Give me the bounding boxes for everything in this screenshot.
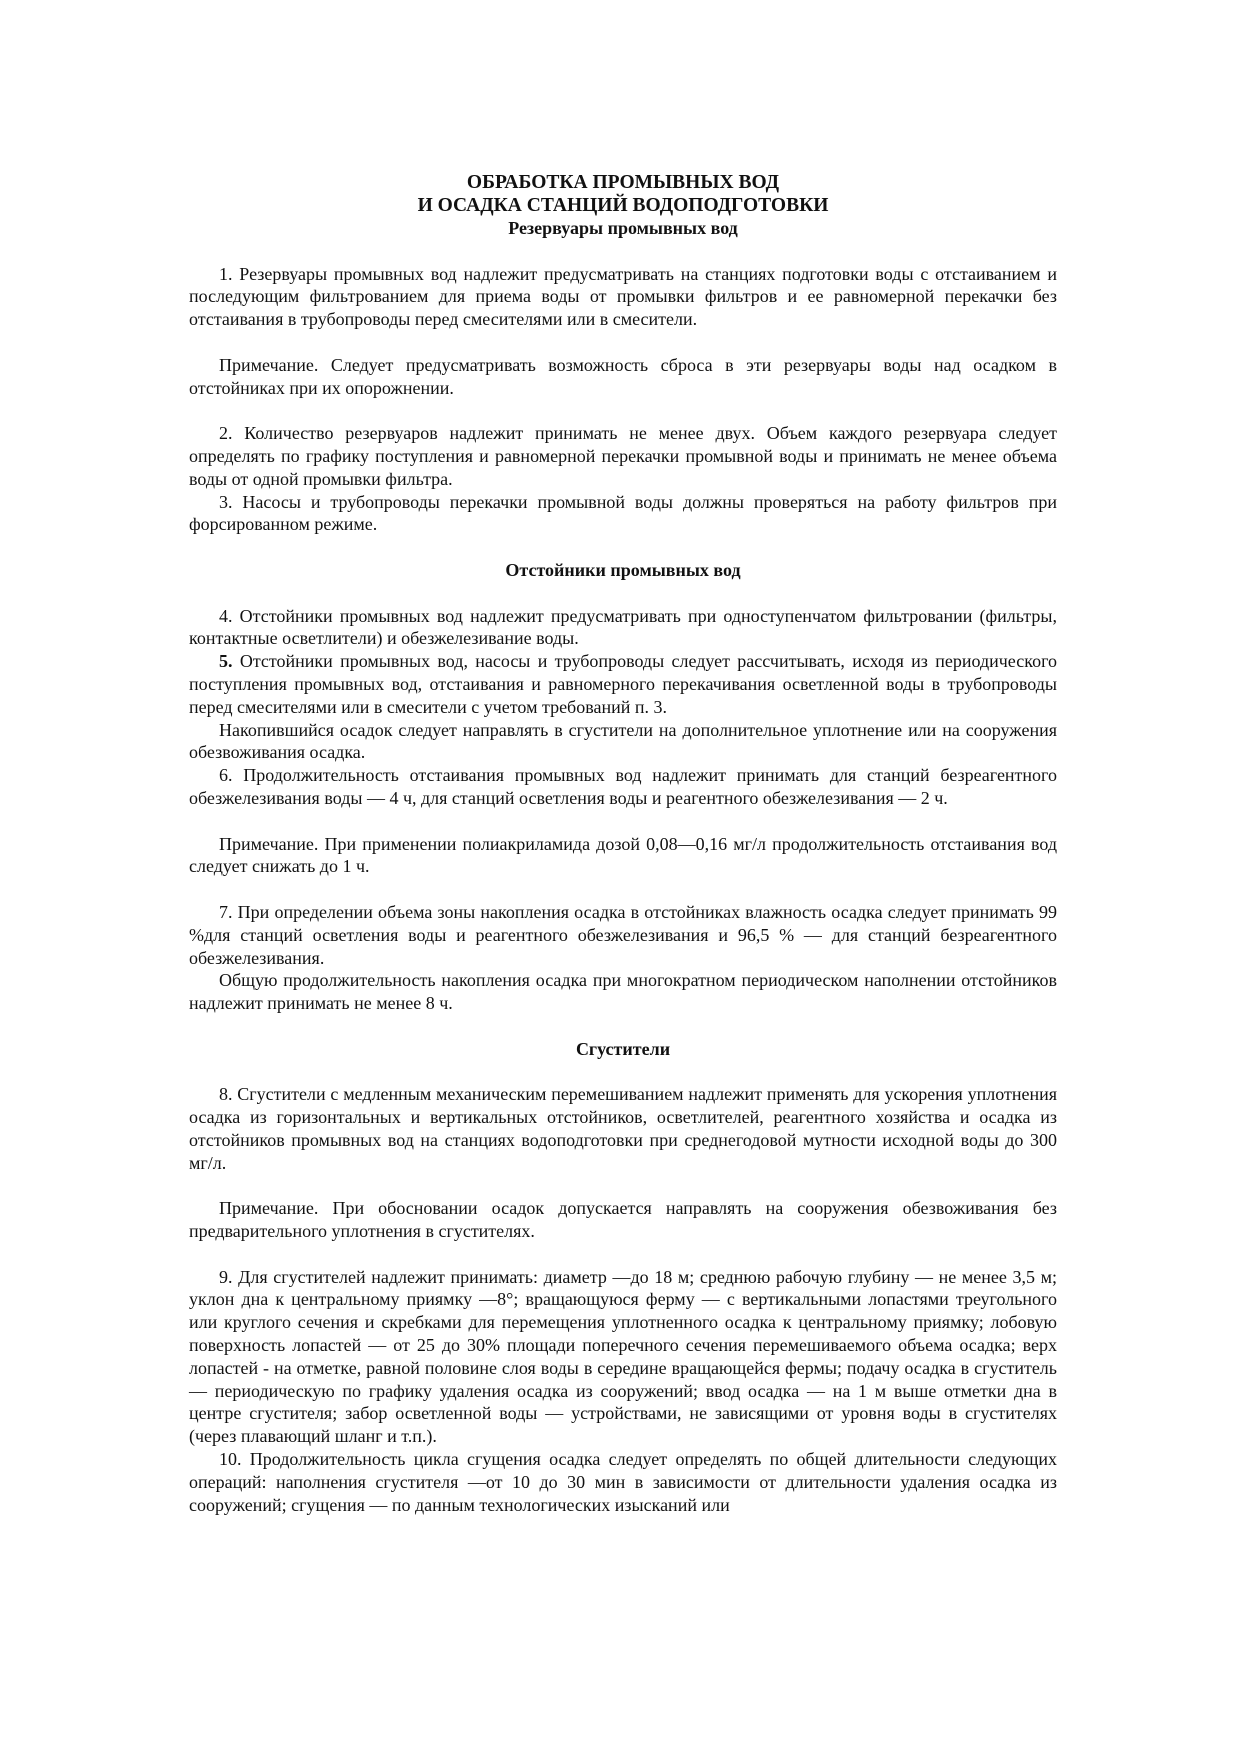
paragraph-1: 1. Резервуары промывных вод надлежит предусматривать на станциях подготовки воды с отстаиванием и последующим фильтрованием для приема воды от промывки фильтров и ее равномерной перекачки без отстаивания в трубопроводы перед смесителями или в смесители.	[189, 263, 1057, 330]
paragraph-5-number: 5.	[219, 651, 233, 672]
paragraph-9: 9. Для сгустителей надлежит принимать: диаметр —до 18 м; среднюю рабочую глубину — не менее 3,5 м; уклон дна к центральному приямку —8°; вращающуюся ферму — с вертикальными лопастями треугольного или круглого сечения и скребками для перемещения уплотненного осадка к центральному приямку; лобовую поверхность лопастей — от 25 до 30% площади поперечного сечения перемешиваемого объема осадка; верх лопастей - на отметке, равной половине слоя воды в середине вращающейся фермы; подачу осадка в сгуститель — периодическую по графику удаления осадка из сооружений; ввод осадка — на 1 м выше отметки дна в центре сгустителя; забор осветленной воды — устройствами, не зависящими от уровня воды в сгустителях (через плавающий шланг и т.п.).	[189, 1266, 1057, 1447]
paragraph-6: 6. Продолжительность отстаивания промывных вод надлежит принимать для станций безреагентного обезжелезивания воды — 4 ч, для станций осветления воды и реагентного обезжелезивания — 2 ч.	[189, 765, 1057, 808]
note-1: Примечание. Следует предусматривать возможность сброса в эти резервуары воды над осадком в отстойниках при их опорожнении.	[189, 354, 1057, 398]
spacer	[189, 1015, 1057, 1038]
document-body	[189, 171, 1057, 1516]
paragraph-5	[189, 650, 1057, 718]
spacer	[189, 1060, 1057, 1083]
document-title-line-1: ОБРАБОТКА ПРОМЫВНЫХ ВОД	[466, 172, 780, 193]
paragraph-2: 2. Количество резервуаров надлежит принимать не менее двух. Объем каждого резервуара следует определять по графику поступления и равномерной перекачки промывной воды и принимать не менее объема воды от одной промывки фильтра.	[189, 423, 1057, 489]
spacer	[189, 240, 1057, 263]
document-title-line-2: И ОСАДКА СТАНЦИЙ ВОДОПОДГОТОВКИ	[417, 195, 829, 216]
spacer	[189, 582, 1057, 605]
spacer	[189, 399, 1057, 422]
spacer	[189, 810, 1057, 833]
paragraph-8: 8. Сгустители с медленным механическим перемешиванием надлежит применять для ускорения уплотнения осадка из горизонтальных и вертикальных отстойников, осветлителей, реагентного хозяйства и осадка из отстойников промывных вод на станциях водоподготовки при среднегодовой мутности исходной воды до 300 мг/л.	[189, 1084, 1057, 1173]
paragraph-10: 10. Продолжительность цикла сгущения осадка следует определять по общей длительности следующих операций: наполнения сгустителя —от 10 до 30 мин в зависимости от длительности удаления осадка из сооружений; сгущения — по данным технологических изысканий или	[189, 1449, 1057, 1515]
paragraph-5-continued: Накопившийся осадок следует направлять в сгустители на дополнительное уплотнение или на сооружения обезвоживания осадка.	[189, 719, 1057, 763]
paragraph-5-text: Отстойники промывных вод, насосы и трубопроводы следует рассчитывать, исходя из периодического поступления промывных вод, отстаивания и равномерного перекачивания осветленной воды в трубопроводы перед смесителями или в смесители с учетом требований п. 3.	[189, 651, 1057, 717]
section-heading-reservoirs: Резервуары промывных вод	[508, 218, 738, 238]
section-heading-settlers: Отстойники промывных вод	[505, 559, 741, 580]
note-3: Примечание. При обосновании осадок допускается направлять на сооружения обезвоживания без предварительного уплотнения в сгустителях.	[189, 1198, 1057, 1242]
paragraph-7-continued: Общую продолжительность накопления осадка при многократном периодическом наполнении отстойников надлежит принимать не менее 8 ч.	[189, 970, 1057, 1014]
spacer	[189, 1174, 1057, 1197]
paragraph-7: 7. При определении объема зоны накопления осадка в отстойниках влажность осадка следует принимать 99 %для станций осветления воды и реагентного обезжелезивания и 96,5 % — для станций безреагентного обезжелезивания.	[189, 901, 1057, 968]
spacer	[189, 1243, 1057, 1266]
note-2: Примечание. При применении полиакриламида дозой 0,08—0,16 мг/л продолжительность отстаивания вод следует снижать до 1 ч.	[189, 833, 1057, 877]
section-heading-thickeners: Сгустители	[575, 1038, 671, 1059]
spacer	[189, 536, 1057, 559]
paragraph-4: 4. Отстойники промывных вод надлежит предусматривать при одноступенчатом фильтровании (фильтры, контактные осветлители) и обезжелезивание воды.	[189, 605, 1057, 649]
spacer	[189, 878, 1057, 901]
spacer	[189, 331, 1057, 354]
paragraph-3: 3. Насосы и трубопроводы перекачки промывной воды должны проверяться на работу фильтров при форсированном режиме.	[189, 491, 1057, 535]
